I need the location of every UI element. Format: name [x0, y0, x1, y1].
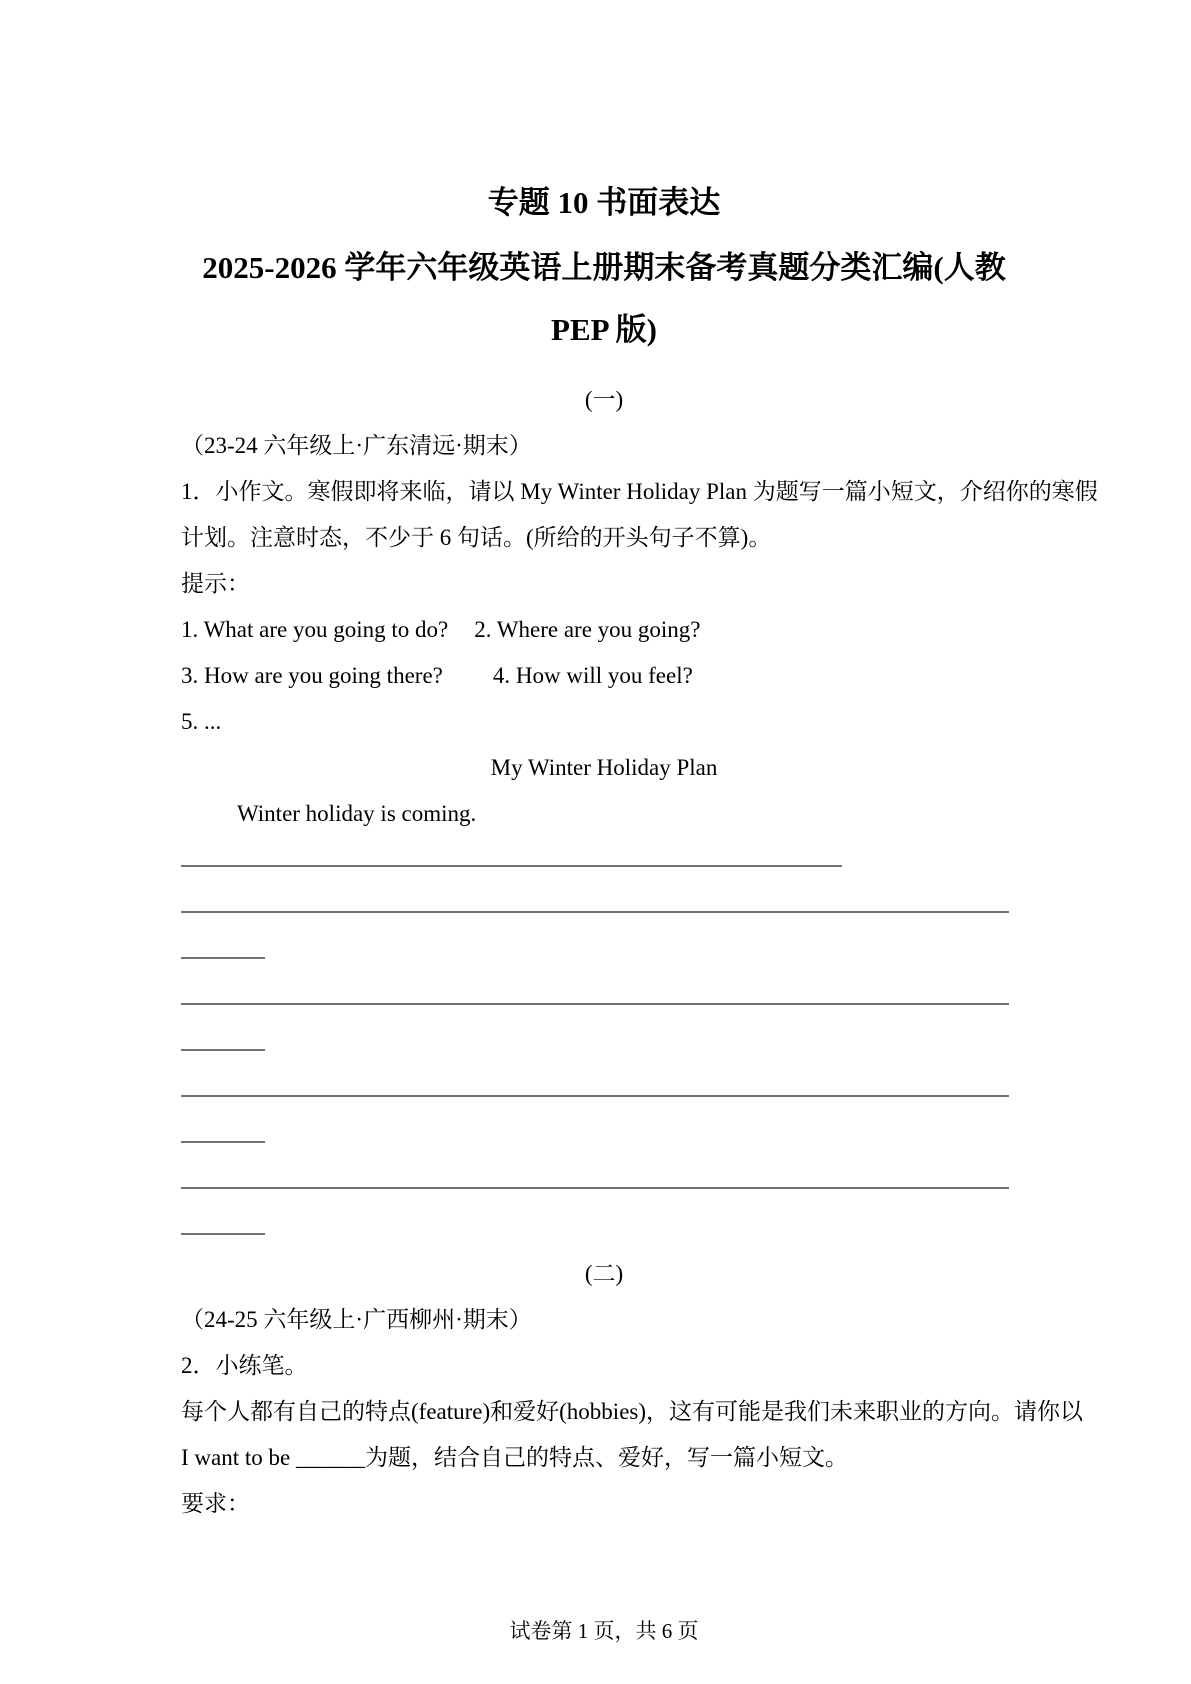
question2-body-line1: 每个人都有自己的特点(feature)和爱好(hobbies)，这有可能是我们未来职业的方向。请你以: [181, 1399, 1084, 1424]
section-two-source: （24-25 六年级上·广西柳州·期末）: [181, 1307, 532, 1332]
hint-label: 提示：: [181, 571, 250, 596]
doc-title: 专题 10 书面表达: [487, 185, 721, 220]
page-footer: 试卷第 1 页，共 6 页: [509, 1619, 699, 1643]
prompt-row-2: [181, 653, 1027, 699]
section-one-source: （23-24 六年级上·广东清远·期末）: [181, 433, 532, 458]
answer-line: [181, 837, 842, 867]
question2-body-line2: I want to be ______为题，结合自己的特点、爱好，写一篇小短文。: [181, 1445, 848, 1470]
answer-line: [181, 1205, 265, 1235]
answer-line: [181, 883, 1009, 913]
prompt-3: 3. How are you going there?: [181, 663, 443, 688]
answer-line: [181, 975, 1009, 1005]
question2-title: 2．小练笔。: [181, 1353, 308, 1378]
opening-sentence: Winter holiday is coming.: [237, 801, 477, 826]
prompt-1: 1. What are you going to do?: [181, 617, 449, 642]
question1-line1: 1．小作文。寒假即将来临，请以 My Winter Holiday Plan 为题写一篇小短文，介绍你的寒假: [181, 479, 1098, 504]
answer-line: [181, 1113, 265, 1143]
answer-line: [181, 1067, 1009, 1097]
doc-subtitle-line1: 2025-2026 学年六年级英语上册期末备考真题分类汇编(人教: [202, 250, 1006, 285]
prompt-2: 2. Where are you going?: [474, 617, 701, 642]
question1-line2: 计划。注意时态，不少于 6 句话。(所给的开头句子不算)。: [181, 525, 772, 550]
answer-line: [181, 1021, 265, 1051]
section-two-label: (二): [584, 1261, 624, 1286]
answer-line: [181, 1159, 1009, 1189]
prompt-row-1: [181, 607, 1027, 653]
answer-line: [181, 929, 265, 959]
essay-title: My Winter Holiday Plan: [490, 755, 718, 780]
requirement-label: 要求：: [181, 1491, 250, 1516]
prompt-4: 4. How will you feel?: [492, 663, 693, 688]
answer-area: [181, 837, 1027, 1257]
prompt-5: 5. ...: [181, 709, 222, 734]
doc-subtitle-line2: PEP 版): [551, 312, 657, 347]
section-one-label: (一): [584, 387, 624, 412]
